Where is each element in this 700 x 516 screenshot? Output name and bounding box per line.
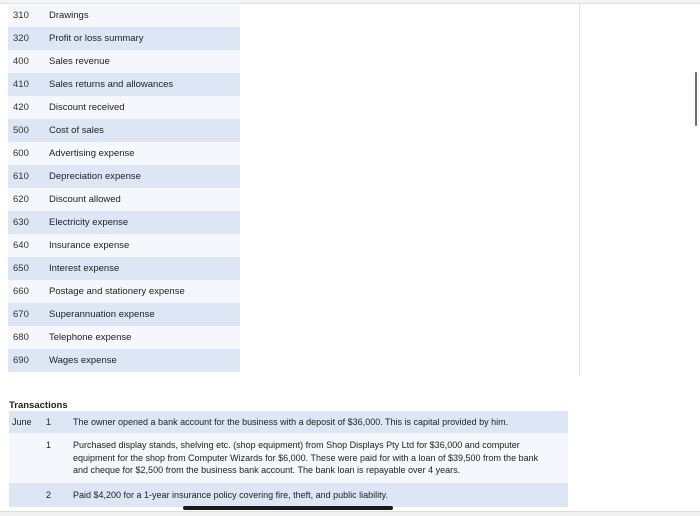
account-name: Advertising expense bbox=[49, 142, 240, 165]
account-name: Superannuation expense bbox=[49, 303, 240, 326]
account-code: 610 bbox=[8, 165, 49, 188]
scrollbar-thumb[interactable] bbox=[695, 72, 697, 126]
table-row bbox=[8, 96, 240, 119]
chart-of-accounts-table bbox=[8, 4, 240, 372]
account-code: 650 bbox=[8, 257, 49, 280]
account-code: 600 bbox=[8, 142, 49, 165]
account-name: Telephone expense bbox=[49, 326, 240, 349]
account-code: 320 bbox=[8, 27, 49, 50]
account-name: Discount allowed bbox=[49, 188, 240, 211]
table-row bbox=[8, 50, 240, 73]
table-row bbox=[8, 27, 240, 50]
account-name: Profit or loss summary bbox=[49, 27, 240, 50]
table-row bbox=[8, 4, 240, 27]
table-row bbox=[8, 234, 240, 257]
table-row bbox=[8, 303, 240, 326]
account-code: 690 bbox=[8, 349, 49, 372]
account-code: 410 bbox=[8, 73, 49, 96]
transaction-description: The owner opened a bank account for the business with a deposit of $36,000. This is capital provided by him. bbox=[73, 411, 568, 433]
table-row bbox=[8, 73, 240, 96]
table-row bbox=[8, 119, 240, 142]
transaction-month: June bbox=[9, 411, 40, 433]
table-row bbox=[9, 411, 568, 433]
transactions-heading: Transactions bbox=[9, 400, 68, 411]
account-code: 630 bbox=[8, 211, 49, 234]
transaction-day: 1 bbox=[40, 411, 73, 433]
transaction-month bbox=[9, 433, 40, 483]
transaction-day: 2 bbox=[40, 483, 73, 507]
account-code: 680 bbox=[8, 326, 49, 349]
table-row bbox=[8, 349, 240, 372]
transaction-month bbox=[9, 483, 40, 507]
account-name: Discount received bbox=[49, 96, 240, 119]
table-row bbox=[8, 188, 240, 211]
account-name: Sales revenue bbox=[49, 50, 240, 73]
table-row bbox=[8, 326, 240, 349]
account-name: Depreciation expense bbox=[49, 165, 240, 188]
transaction-description: Paid $4,200 for a 1-year insurance policy covering fire, theft, and public liability. bbox=[73, 483, 568, 507]
account-name: Interest expense bbox=[49, 257, 240, 280]
table-row bbox=[9, 483, 568, 507]
account-name: Insurance expense bbox=[49, 234, 240, 257]
table-row bbox=[8, 165, 240, 188]
account-name: Postage and stationery expense bbox=[49, 280, 240, 303]
account-code: 640 bbox=[8, 234, 49, 257]
table-row bbox=[9, 433, 568, 483]
account-name: Electricity expense bbox=[49, 211, 240, 234]
account-code: 420 bbox=[8, 96, 49, 119]
account-name: Wages expense bbox=[49, 349, 240, 372]
transaction-day: 1 bbox=[40, 433, 73, 483]
bottom-edge bbox=[0, 511, 700, 516]
account-name: Drawings bbox=[49, 4, 240, 27]
account-name: Cost of sales bbox=[49, 119, 240, 142]
account-code: 660 bbox=[8, 280, 49, 303]
account-code: 670 bbox=[8, 303, 49, 326]
table-row bbox=[8, 142, 240, 165]
account-code: 500 bbox=[8, 119, 49, 142]
account-code: 400 bbox=[8, 50, 49, 73]
account-name: Sales returns and allowances bbox=[49, 73, 240, 96]
account-code: 310 bbox=[8, 4, 49, 27]
column-divider bbox=[579, 4, 580, 376]
transactions-table bbox=[9, 411, 568, 507]
account-code: 620 bbox=[8, 188, 49, 211]
home-indicator[interactable] bbox=[183, 506, 393, 510]
table-row bbox=[8, 211, 240, 234]
table-row bbox=[8, 257, 240, 280]
transaction-description: Purchased display stands, shelving etc. (shop equipment) from Shop Displays Pty Ltd for $36,000 and computer equipment for the shop from Computer Wizards for $6,000. These were paid for with a loan of $39,500 from the bank and cheque for $2,500 from the business bank account. The bank loan is repayable over 4 years. bbox=[73, 433, 568, 483]
table-row bbox=[8, 280, 240, 303]
